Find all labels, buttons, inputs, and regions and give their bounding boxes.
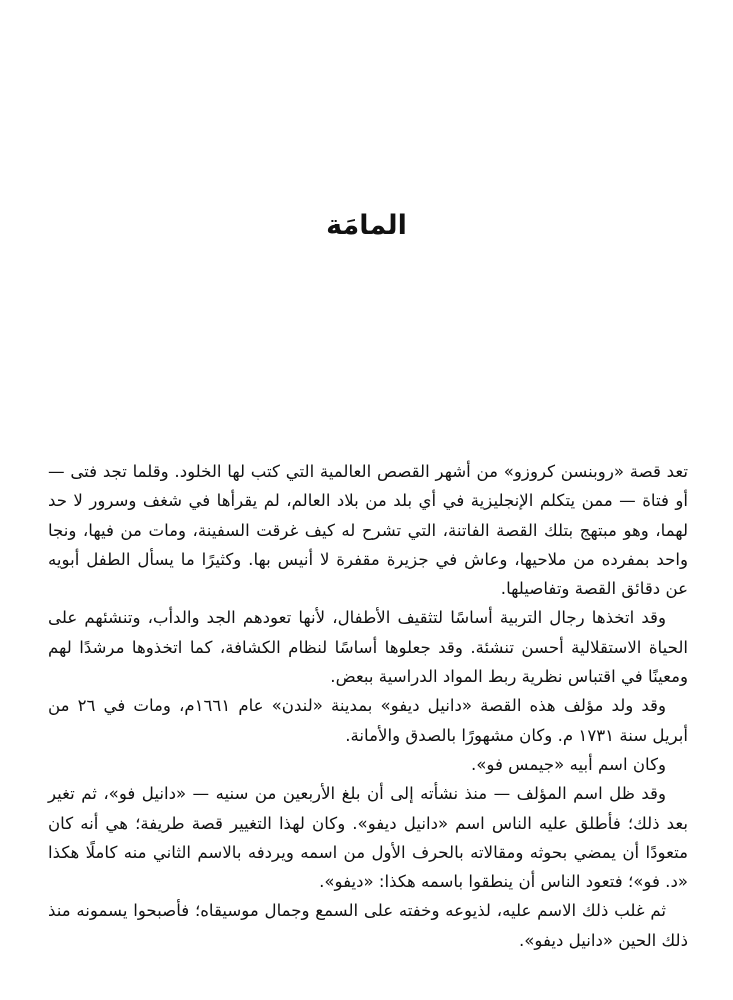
body-text xyxy=(48,457,688,955)
paragraph-name-change: وقد ظل اسم المؤلف — منذ نشأته إلى أن بلغ الأربعين من سنيه — «دانيل فو»، ثم تغير بعد ذلك؛ فأطلق عليه الناس اسم «دانيل ديفو». وكان لهذا التغيير قصة طريفة؛ هي أنه كان متعودًا أن يمضي بحوثه ومقالاته بالحرف الأول من اسمه ويردفه بالاسم الثاني منه كاملًا هكذا «د. فو»؛ فتعود الناس أن ينطقوا باسمه هكذا: «ديفو». xyxy=(48,784,688,892)
paragraph-father-name: وكان اسم أبيه «جيمس فو». xyxy=(470,754,666,774)
paragraph-author-birth: وقد ولد مؤلف هذه القصة «دانيل ديفو» بمدينة «لندن» عام ١٦٦١م، ومات في ٢٦ من أبريل سنة ١٧٣١ م. وكان مشهورًا بالصدق والأمانة. xyxy=(48,696,688,745)
paragraph-name-adoption: ثم غلب ذلك الاسم عليه، لذيوعه وخفته على السمع وجمال موسيقاه؛ فأصبحوا يسمونه منذ ذلك الحين «دانيل ديفو». xyxy=(48,901,688,950)
page-title: المامَة xyxy=(326,210,407,241)
paragraph-intro: تعد قصة «روبنسن كروزو» من أشهر القصص العالمية التي كتب لها الخلود. وقلما تجد فتى — أو فتاة — ممن يتكلم الإنجليزية في أي بلد من بلاد العالم، لم يقرأها في شغف وسرور لا حد لهما، وهو مبتهج بتلك القصة الفاتنة، التي تشرح له كيف غرقت السفينة، ومات من فيها، ونجا واحد بمفرده من ملاحيها، وعاش في جزيرة مقفرة لا أنيس بها. وكثيرًا ما يسأل الطفل أبويه عن دقائق القصة وتفاصيلها. xyxy=(48,462,688,599)
paragraph-education: وقد اتخذها رجال التربية أساسًا لتثقيف الأطفال، لأنها تعودهم الجد والدأب، وتنشئهم على الحياة الاستقلالية أحسن تنشئة. وقد جعلوها أساسًا لنظام الكشافة، كما اتخذوها مرشدًا لهم ومعينًا في اقتباس نظرية ربط المواد الدراسية ببعض. xyxy=(48,608,688,687)
